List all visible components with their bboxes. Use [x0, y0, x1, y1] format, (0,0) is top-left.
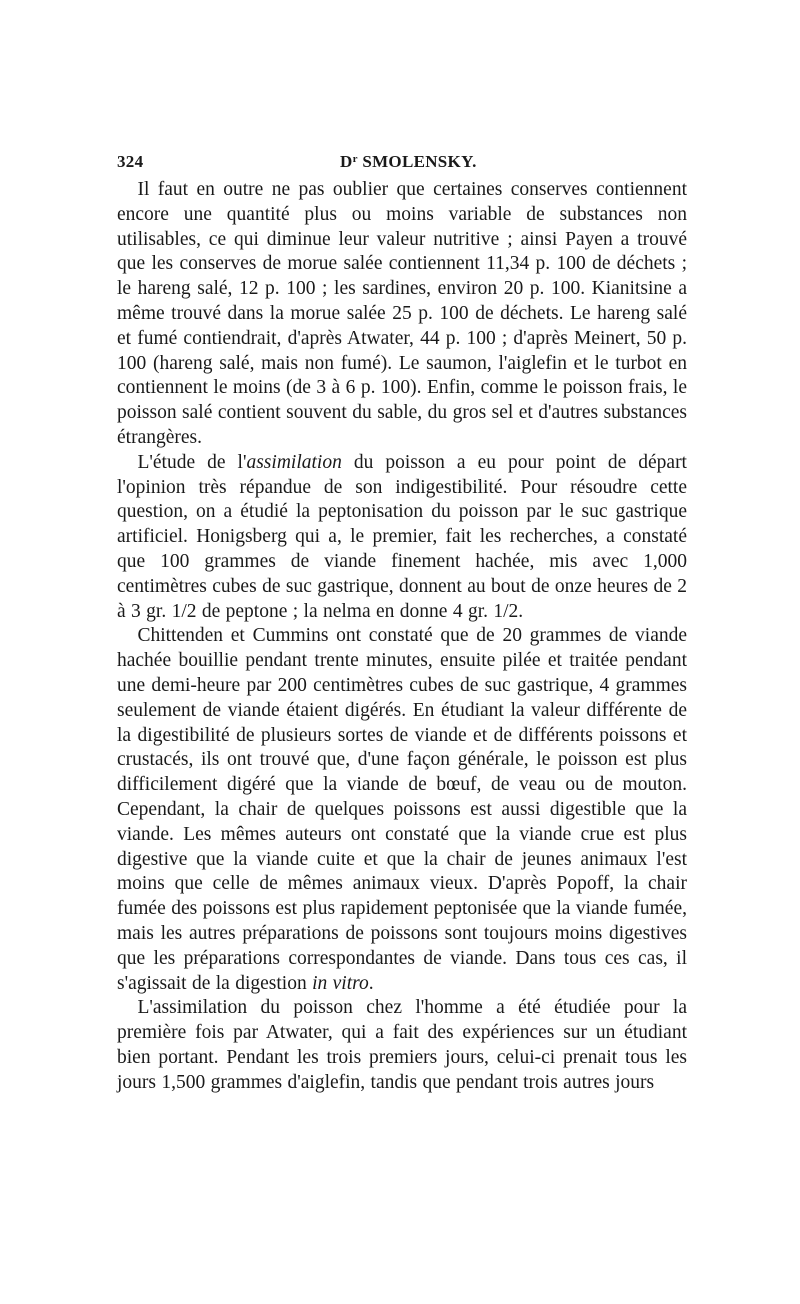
- title-prefix: D: [340, 152, 353, 171]
- book-page: [117, 148, 687, 1095]
- italic-term: in vitro: [312, 972, 369, 994]
- italic-term: assimilation: [246, 451, 342, 473]
- title-superscript: r: [352, 153, 358, 165]
- running-title: [340, 152, 477, 172]
- running-head: [117, 148, 687, 178]
- title-name: SMOLENSKY.: [357, 152, 477, 171]
- paragraph: Chittenden et Cummins ont constaté que de 20 grammes de viande hachée bouillie pendant trente minutes, ensuite pilée et traitée pendant une demi-heure par 200 centimètres cubes de suc gastrique, 4 grammes seulement de viande étaient digérés. En étudiant la valeur différente de la digestibilité de plusieurs sortes de viande et de différents poissons et crustacés, ils ont trouvé que, d'une façon générale, le poisson est plus difficilement digéré que la viande de bœuf, de veau ou de mouton. Cependant, la chair de quelques poissons est aussi digestible que la viande. Les mêmes auteurs ont constaté que la viande crue est plus digestive que la viande cuite et que la chair de jeunes animaux l'est moins que celle de mêmes animaux vieux. D'après Popoff, la chair fumée des poissons est plus rapidement peptonisée que la viande fumée, mais les autres préparations de poissons sont toujours moins digestives que les préparations correspondantes de viande. Dans tous ces cas, il s'agissait de la digestion in vitro.: [117, 625, 687, 994]
- paragraph: Il faut en outre ne pas oublier que certaines conserves contiennent encore une quantité plus ou moins variable de substances non utilisables, ce qui diminue leur valeur nutritive ; ainsi Payen a trouvé que les conserves de morue salée contiennent 11,34 p. 100 de déchets ; le hareng salé, 12 p. 100 ; les sardines, environ 20 p. 100. Kianitsine a même trouvé dans la morue salée 25 p. 100 de déchets. Le hareng salé et fumé contiendrait, d'après Atwater, 44 p. 100 ; d'après Meinert, 50 p. 100 (hareng salé, mais non fumé). Le saumon, l'aiglefin et le turbot en contiennent le moins (de 3 à 6 p. 100). Enfin, comme le poisson frais, le poisson salé contient souvent du sable, du gros sel et d'autres substances étrangères.: [117, 179, 687, 448]
- body-text: [117, 178, 687, 1095]
- paragraph: L'étude de l'assimilation du poisson a eu pour point de départ l'opinion très répandue de son indigestibilité. Pour résoudre cette question, on a étudié la peptonisation du poisson par le suc gastrique artificiel. Honigsberg qui a, le premier, fait les recherches, a constaté que 100 grammes de viande finement hachée, mis avec 1,000 centimètres cubes de suc gastrique, donnent au bout de onze heures de 2 à 3 gr. 1/2 de peptone ; la nelma en donne 4 gr. 1/2.: [117, 451, 687, 622]
- page-number: 324: [117, 152, 144, 171]
- paragraph: L'assimilation du poisson chez l'homme a été étudiée pour la première fois par Atwater, qui a fait des expériences sur un étudiant bien portant. Pendant les trois premiers jours, celui-ci prenait tous les jours 1,500 grammes d'aiglefin, tandis que pendant trois autres jours: [117, 997, 687, 1093]
